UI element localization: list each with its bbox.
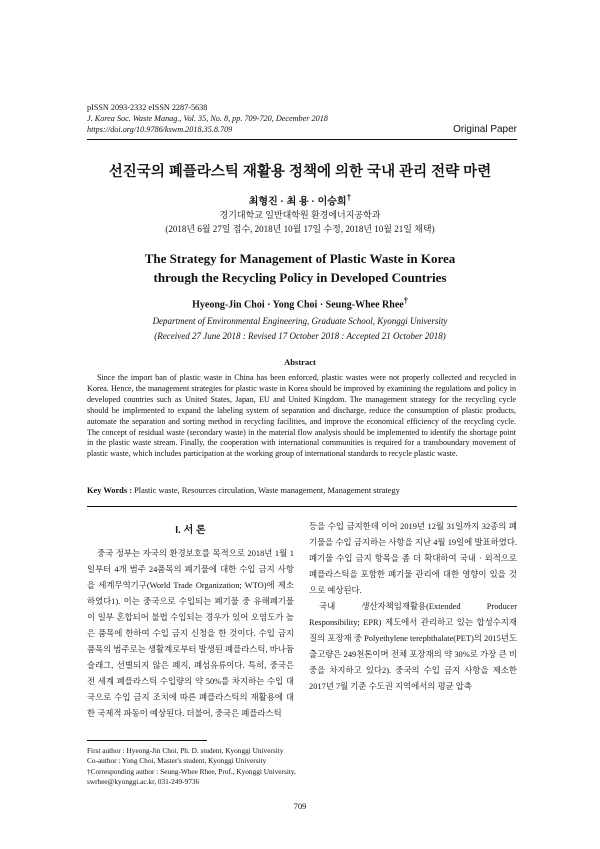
- english-title-line1: The Strategy for Management of Plastic Waste in Korea: [144, 251, 456, 266]
- keywords-text: Plastic waste, Resources circulation, Waste management, Management strategy: [134, 486, 400, 495]
- page-number: 709: [293, 801, 307, 811]
- footnote-co-author: Co-author : Yong Choi, Master's student, Kyonggi University: [87, 756, 267, 766]
- intro-paragraph-1-continued: 등을 수입 금지한데 이어 2019년 12월 31일까지 32종의 폐기물을 수입 금지하는 사항을 지난 4월 19일에 발표하였다. 폐기물 수입 금지 항목을 좀 더 확대하여 국내 · 외적으로 폐플라스틱을 포함한 폐기물 관리에 대한 영향이 있을 것으로 예상된다.: [309, 522, 517, 595]
- english-title: [80, 249, 520, 287]
- body-column-right: [309, 519, 517, 695]
- body-column-left: [87, 520, 294, 722]
- footnote-first-author: First author : Hyeong-Jin Choi, Ph. D. student, Kyonggi University: [87, 746, 284, 755]
- footnote-corresponding-author: †Corresponding author : Seung-Whee Rhee, Prof., Kyonggi University, swrhee@kyonggi.ac.kr, 031-249-9736: [87, 766, 296, 786]
- doi-link[interactable]: https://doi.org/10.9786/kswm.2018.35.8.709: [87, 125, 233, 134]
- english-dates: (Received 27 June 2018 : Revised 17 October 2018 : Accepted 21 October 2018): [154, 331, 446, 341]
- footnote-divider: [87, 740, 207, 741]
- keywords-label: Key Words :: [87, 486, 132, 495]
- english-affiliation: Department of Environmental Engineering, Graduate School, Kyonggi University: [152, 316, 448, 326]
- intro-paragraph-2: 국내 생산자책임재활용(Extended Producer Responsibility; EPR) 제도에서 관리하고 있는 합성수지재질의 포장재 중 Polyethylene terephthalate(PET)의 2015년도 출고량은 249천톤이며 전체 포장재의 약 30%로 가장 큰 비중을 차지하고 있다2). 중국의 수입 금지 사항을 제소한 2017년 7월 기준 수도권 지역에서의 평균 압축: [309, 602, 517, 691]
- korean-title: 선진국의 폐플라스틱 재활용 정책에 의한 국내 관리 전략 마련: [108, 164, 492, 180]
- journal-citation: J. Korea Soc. Waste Manag., Vol. 35, No. 8, pp. 709-720, December 2018: [87, 114, 328, 123]
- korean-dates: (2018년 6월 27일 접수, 2018년 10월 17일 수정, 2018년 10월 21일 채택): [165, 224, 435, 234]
- issn-line: pISSN 2093-2332 eISSN 2287-5638: [87, 103, 208, 112]
- article-type-label: Original Paper: [453, 124, 517, 135]
- korean-affiliation: 경기대학교 일반대학원 환경에너지공학과: [219, 210, 381, 220]
- footnote: [87, 746, 297, 787]
- header-divider: [87, 139, 517, 140]
- intro-paragraph-1: 중국 정부는 자국의 환경보호를 목적으로 2018년 1월 1일부터 4개 범주 24품목의 폐기물에 대한 수입 금지 사항을 세계무역기구(World Trade Organization; WTO)에 제소하였다1). 이는 중국으로 수입되는 폐기물 중 유해폐기물이 일부 혼합되어 불법 수입되는 경우가 있어 오염도가 높은 품목에 한하여 수입 금지 신청을 한 것이다. 수입 금지 품목의 범주로는 생활계로부터 발생된 폐플라스틱, 바나듐 슬래그, 선별되지 않은 폐지, 폐섬유류이다. 특히, 중국은 전 세계 폐플라스틱 수입량의 약 50%를 차지하는 수입 대국으로 수입 금지 조치에 따른 폐플라스틱의 재활용에 대한 국제적 파동이 예상된다. 더불어, 중국은 폐플라스틱: [87, 549, 294, 718]
- english-title-line2: through the Recycling Policy in Developed Countries: [153, 270, 447, 285]
- abstract-heading: Abstract: [284, 357, 316, 367]
- korean-author-names: 최형진 · 최 용 · 이승희: [248, 196, 347, 208]
- keywords-divider: [87, 506, 517, 507]
- keywords: [87, 486, 516, 495]
- english-authors: [80, 296, 520, 310]
- section-heading-introduction: I. 서 론: [175, 525, 206, 536]
- english-author-names: Hyeong-Jin Choi · Yong Choi · Seung-Whee Rhee: [192, 299, 404, 311]
- korean-authors: [80, 192, 520, 207]
- english-corresponding-mark: †: [403, 296, 408, 305]
- korean-corresponding-mark: †: [346, 192, 352, 202]
- abstract-text: Since the import ban of plastic waste in China has been enforced, plastic wastes were not properly collected and recycled in Korea. Hence, the management strategies for plastic waste in Korea should be improved by examining the regulations and policy in developed countries such as United States, Japan, EU and United Kingdom. The management strategy for the recycling cycle should be implemented to expand the labeling system of separation and discharge, reduce the consumption of plastic products, automate the separation and sorting method in recycling facilities, and improve the economical efficiency of the recycling cycle. The concept of residual waste (secondary waste) in the material flow analysis should be implemented to identify the shortage point in the plastic waste stream. Finally, the cooperation with international communities is required for a transboundary movement of plastic waste, which includes participation at the working group of international standards to recycle plastic waste.: [87, 373, 516, 459]
